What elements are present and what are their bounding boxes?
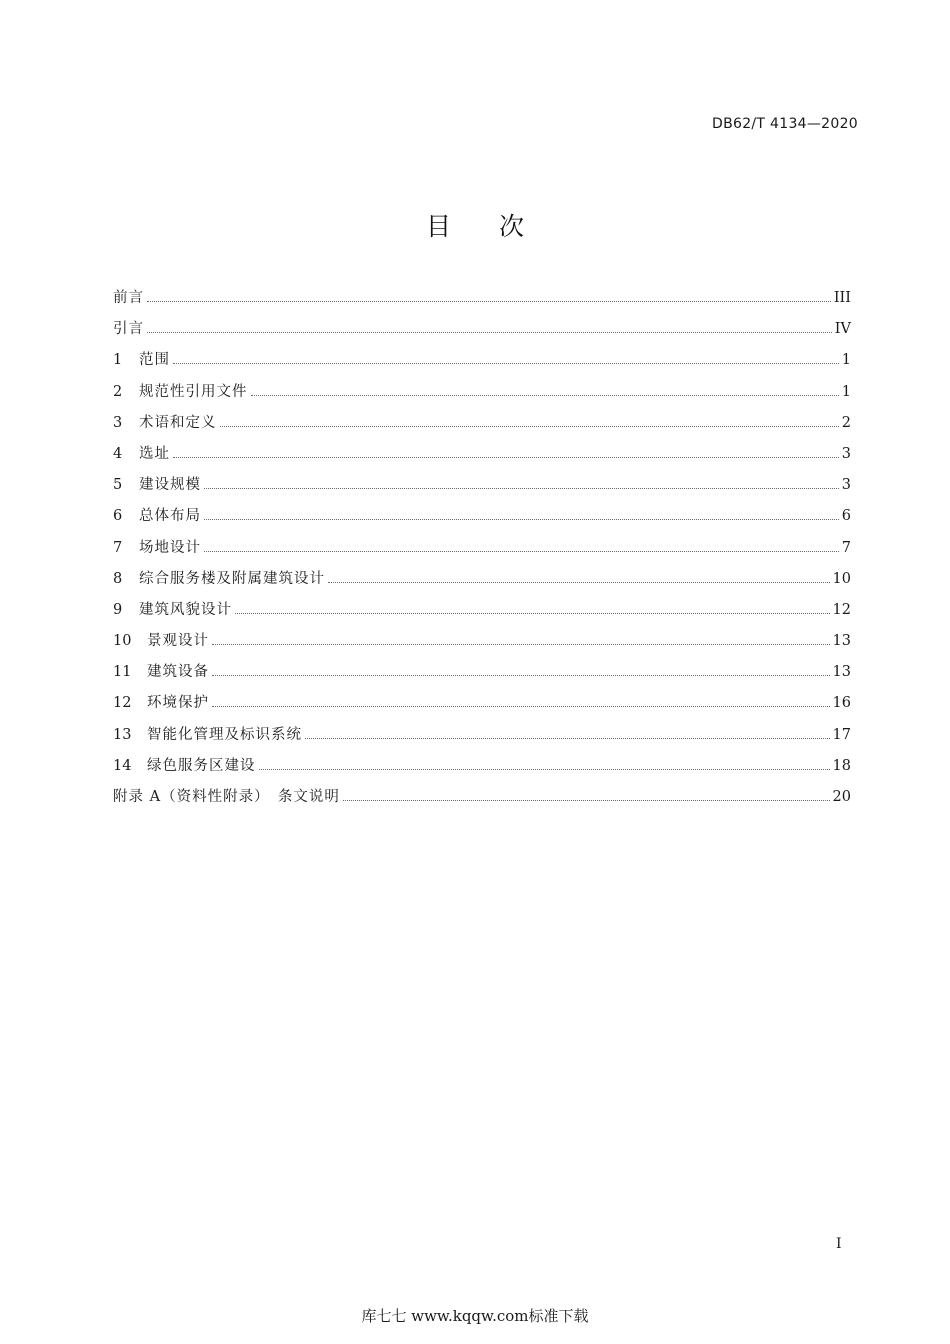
toc-entry[interactable] — [113, 442, 851, 473]
toc-entry-page: 7 — [841, 539, 851, 556]
toc-dot-leader — [235, 613, 830, 614]
toc-entry-page: 2 — [841, 414, 851, 431]
toc-dot-leader — [212, 706, 830, 707]
page-number: I — [836, 1236, 842, 1252]
toc-dot-leader — [220, 426, 839, 427]
toc-entry-label[interactable]: 选址 — [139, 445, 170, 462]
toc-entry-label[interactable]: 建筑风貌设计 — [139, 601, 232, 618]
toc-entry-number: 7 — [113, 539, 123, 556]
toc-entry[interactable] — [113, 473, 851, 504]
toc-entry-number: 3 — [113, 414, 123, 431]
toc-dot-leader — [147, 301, 831, 302]
toc-entry[interactable] — [113, 380, 851, 411]
toc-dot-leader — [251, 395, 839, 396]
toc-dot-leader — [328, 582, 830, 583]
toc-entry-label[interactable]: 术语和定义 — [139, 414, 217, 431]
toc-entry-number: 9 — [113, 601, 123, 618]
toc-entry-label[interactable]: 智能化管理及标识系统 — [147, 726, 302, 743]
toc-entry-page: 1 — [841, 383, 851, 400]
toc-entry-label[interactable]: 环境保护 — [147, 695, 209, 712]
toc-dot-leader — [147, 332, 832, 333]
toc-entry[interactable] — [113, 723, 851, 754]
toc-entry-page: III — [833, 290, 851, 306]
toc-entry-number: 11 — [113, 664, 132, 681]
toc-entry-number: 8 — [113, 570, 123, 587]
toc-entry-page: 3 — [841, 477, 851, 494]
toc-entry-page: 3 — [841, 445, 851, 462]
toc-entry[interactable] — [113, 317, 851, 348]
toc-entry-number: 6 — [113, 508, 123, 525]
toc-entry-label[interactable]: 建筑设备 — [147, 664, 209, 681]
toc-entry[interactable] — [113, 629, 851, 660]
toc-entry-label[interactable]: 范围 — [139, 352, 170, 369]
toc-entry-page: 12 — [832, 601, 851, 618]
toc-entry-label[interactable]: 规范性引用文件 — [139, 383, 248, 400]
toc-entry-page: 1 — [841, 352, 851, 369]
toc-entry-number: 10 — [113, 633, 132, 650]
toc-entry-page: 18 — [832, 757, 851, 774]
toc-entry-number: 12 — [113, 695, 132, 712]
table-of-contents — [113, 286, 851, 816]
toc-entry-number: 5 — [113, 477, 123, 494]
toc-entry-number: 14 — [113, 757, 132, 774]
toc-entry[interactable] — [113, 754, 851, 785]
toc-entry-label[interactable]: 景观设计 — [147, 633, 209, 650]
toc-dot-leader — [204, 519, 839, 520]
toc-entry[interactable] — [113, 536, 851, 567]
toc-entry-number: 13 — [113, 726, 132, 743]
toc-entry-label[interactable]: 引言 — [113, 321, 144, 338]
toc-entry-page: 13 — [832, 664, 851, 681]
toc-dot-leader — [259, 769, 830, 770]
toc-entry-page: 6 — [841, 508, 851, 525]
toc-dot-leader — [212, 644, 830, 645]
toc-entry-label[interactable]: 建设规模 — [139, 477, 201, 494]
toc-entry-number: 1 — [113, 352, 123, 369]
toc-dot-leader — [305, 738, 830, 739]
toc-dot-leader — [204, 488, 839, 489]
toc-entry-page: IV — [834, 321, 851, 338]
toc-entry-label[interactable]: 绿色服务区建设 — [147, 757, 256, 774]
toc-entry[interactable] — [113, 286, 851, 317]
toc-entry-page: 10 — [832, 570, 851, 587]
toc-entry[interactable] — [113, 660, 851, 691]
document-code: DB62/T 4134—2020 — [712, 116, 858, 132]
toc-entry[interactable] — [113, 691, 851, 722]
toc-dot-leader — [173, 363, 839, 364]
toc-entry[interactable] — [113, 348, 851, 379]
toc-dot-leader — [212, 675, 830, 676]
watermark-footer: 库七七 www.kqqw.com标准下载 — [361, 1307, 589, 1325]
toc-entry-page: 13 — [832, 633, 851, 650]
toc-entry[interactable] — [113, 598, 851, 629]
toc-entry-label[interactable]: 总体布局 — [139, 508, 201, 525]
toc-entry-label[interactable]: 附录 A（资料性附录） 条文说明 — [113, 789, 340, 805]
toc-entry-page: 20 — [832, 789, 851, 805]
toc-entry-number: 2 — [113, 383, 123, 400]
toc-entry-page: 16 — [832, 695, 851, 712]
toc-entry-label[interactable]: 场地设计 — [139, 539, 201, 556]
toc-entry[interactable] — [113, 504, 851, 535]
toc-entry-number: 4 — [113, 445, 123, 462]
toc-entry[interactable] — [113, 411, 851, 442]
toc-title: 目次 — [425, 212, 572, 241]
toc-entry-page: 17 — [832, 726, 851, 743]
toc-entry[interactable] — [113, 785, 851, 816]
toc-entry-label[interactable]: 综合服务楼及附属建筑设计 — [139, 570, 325, 587]
toc-entry-label[interactable]: 前言 — [113, 290, 144, 306]
toc-dot-leader — [204, 551, 839, 552]
toc-dot-leader — [343, 800, 830, 801]
toc-dot-leader — [173, 457, 839, 458]
toc-entry[interactable] — [113, 567, 851, 598]
